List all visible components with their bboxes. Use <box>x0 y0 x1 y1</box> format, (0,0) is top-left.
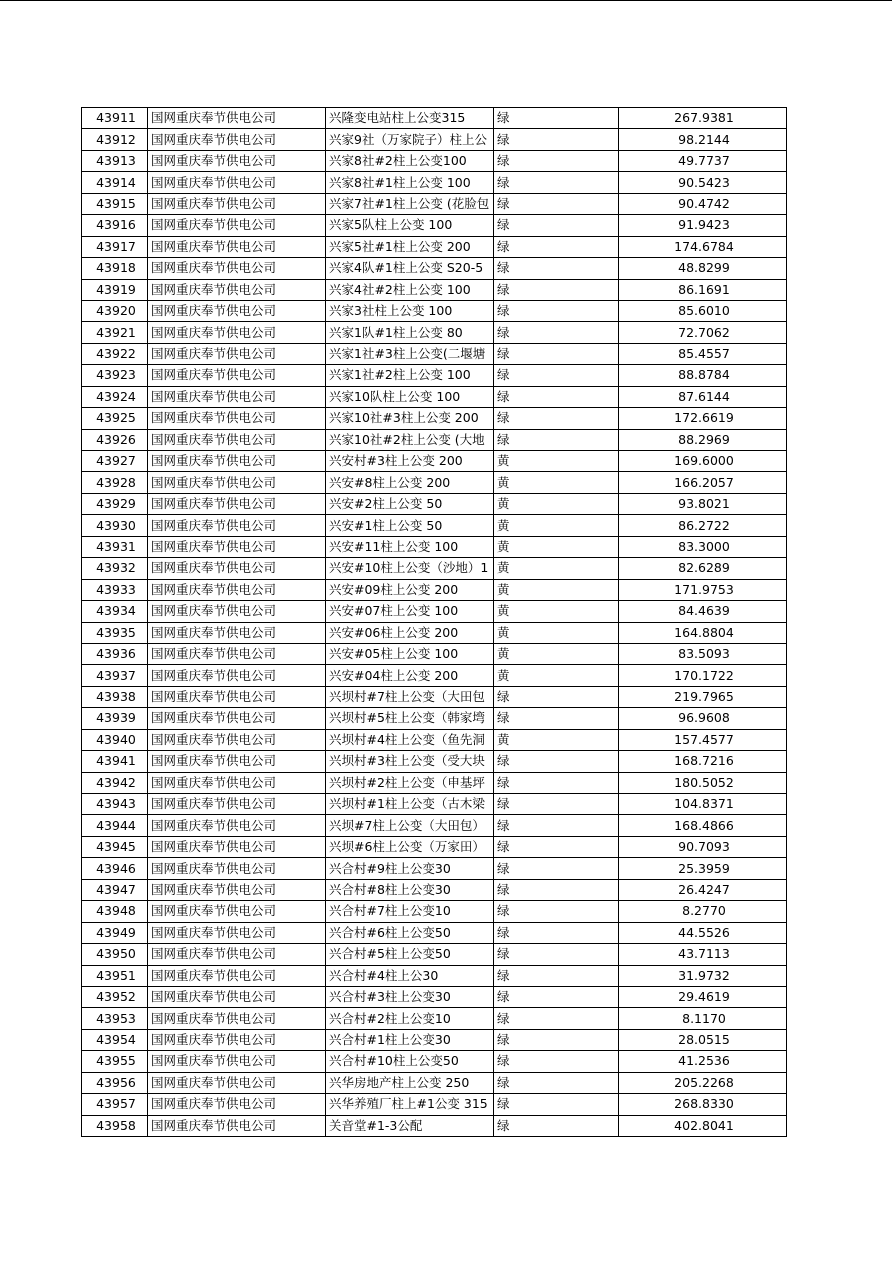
table-row <box>82 1072 787 1093</box>
cell-transformer-name: 兴华房地产柱上公变 250 <box>326 1072 494 1093</box>
cell-status: 绿 <box>494 1072 619 1093</box>
cell-transformer-name: 兴家4队#1柱上公变 S20-5 <box>326 258 494 279</box>
cell-status: 绿 <box>494 108 619 129</box>
cell-status: 绿 <box>494 258 619 279</box>
cell-status: 黄 <box>494 622 619 643</box>
cell-company: 国网重庆奉节供电公司 <box>148 193 326 214</box>
cell-id: 43951 <box>82 965 148 986</box>
cell-transformer-name: 兴坝村#2柱上公变（申基坪 <box>326 772 494 793</box>
cell-value: 157.4577 <box>619 729 787 750</box>
cell-value: 170.1722 <box>619 665 787 686</box>
cell-id: 43944 <box>82 815 148 836</box>
cell-company: 国网重庆奉节供电公司 <box>148 322 326 343</box>
cell-status: 黄 <box>494 665 619 686</box>
cell-status: 绿 <box>494 429 619 450</box>
cell-status: 黄 <box>494 558 619 579</box>
cell-status: 黄 <box>494 579 619 600</box>
cell-company: 国网重庆奉节供电公司 <box>148 686 326 707</box>
cell-status: 绿 <box>494 215 619 236</box>
table-row <box>82 643 787 664</box>
table-row <box>82 408 787 429</box>
table-row <box>82 322 787 343</box>
cell-value: 169.6000 <box>619 451 787 472</box>
cell-transformer-name: 兴合村#10柱上公变50 <box>326 1051 494 1072</box>
table-row <box>82 386 787 407</box>
cell-status: 绿 <box>494 794 619 815</box>
cell-company: 国网重庆奉节供电公司 <box>148 858 326 879</box>
cell-value: 43.7113 <box>619 944 787 965</box>
cell-company: 国网重庆奉节供电公司 <box>148 1008 326 1029</box>
cell-transformer-name: 兴家5队柱上公变 100 <box>326 215 494 236</box>
cell-value: 84.4639 <box>619 601 787 622</box>
cell-company: 国网重庆奉节供电公司 <box>148 879 326 900</box>
table-row <box>82 1115 787 1136</box>
cell-company: 国网重庆奉节供电公司 <box>148 1051 326 1072</box>
cell-value: 26.4247 <box>619 879 787 900</box>
cell-id: 43958 <box>82 1115 148 1136</box>
cell-value: 90.7093 <box>619 836 787 857</box>
cell-id: 43924 <box>82 386 148 407</box>
cell-value: 164.8804 <box>619 622 787 643</box>
cell-value: 86.2722 <box>619 515 787 536</box>
cell-status: 绿 <box>494 815 619 836</box>
table-row <box>82 558 787 579</box>
cell-company: 国网重庆奉节供电公司 <box>148 172 326 193</box>
cell-id: 43916 <box>82 215 148 236</box>
cell-company: 国网重庆奉节供电公司 <box>148 300 326 321</box>
cell-status: 绿 <box>494 322 619 343</box>
cell-company: 国网重庆奉节供电公司 <box>148 815 326 836</box>
table-row <box>82 193 787 214</box>
table-row <box>82 579 787 600</box>
table-row <box>82 601 787 622</box>
table-row <box>82 729 787 750</box>
cell-company: 国网重庆奉节供电公司 <box>148 772 326 793</box>
cell-company: 国网重庆奉节供电公司 <box>148 129 326 150</box>
cell-value: 83.3000 <box>619 536 787 557</box>
cell-status: 绿 <box>494 879 619 900</box>
cell-transformer-name: 兴家4社#2柱上公变 100 <box>326 279 494 300</box>
data-table <box>81 107 787 1137</box>
cell-transformer-name: 关音堂#1-3公配 <box>326 1115 494 1136</box>
cell-status: 绿 <box>494 986 619 1007</box>
cell-status: 绿 <box>494 386 619 407</box>
table-row <box>82 343 787 364</box>
cell-transformer-name: 兴合村#8柱上公变30 <box>326 879 494 900</box>
cell-transformer-name: 兴安#07柱上公变 100 <box>326 601 494 622</box>
cell-transformer-name: 兴安#05柱上公变 100 <box>326 643 494 664</box>
cell-transformer-name: 兴安#10柱上公变（沙地）1 <box>326 558 494 579</box>
cell-id: 43929 <box>82 493 148 514</box>
cell-company: 国网重庆奉节供电公司 <box>148 365 326 386</box>
cell-value: 172.6619 <box>619 408 787 429</box>
cell-status: 绿 <box>494 1051 619 1072</box>
cell-status: 绿 <box>494 300 619 321</box>
cell-id: 43934 <box>82 601 148 622</box>
cell-id: 43925 <box>82 408 148 429</box>
table-row <box>82 258 787 279</box>
cell-value: 205.2268 <box>619 1072 787 1093</box>
cell-value: 85.4557 <box>619 343 787 364</box>
table-row <box>82 1029 787 1050</box>
cell-transformer-name: 兴家8社#1柱上公变 100 <box>326 172 494 193</box>
cell-value: 171.9753 <box>619 579 787 600</box>
table-row <box>82 622 787 643</box>
cell-status: 绿 <box>494 1094 619 1115</box>
cell-value: 90.4742 <box>619 193 787 214</box>
cell-id: 43928 <box>82 472 148 493</box>
cell-id: 43950 <box>82 944 148 965</box>
cell-company: 国网重庆奉节供电公司 <box>148 472 326 493</box>
cell-company: 国网重庆奉节供电公司 <box>148 579 326 600</box>
cell-value: 96.9608 <box>619 708 787 729</box>
cell-company: 国网重庆奉节供电公司 <box>148 451 326 472</box>
cell-transformer-name: 兴合村#2柱上公变10 <box>326 1008 494 1029</box>
cell-id: 43912 <box>82 129 148 150</box>
cell-id: 43918 <box>82 258 148 279</box>
cell-value: 82.6289 <box>619 558 787 579</box>
cell-company: 国网重庆奉节供电公司 <box>148 901 326 922</box>
table-body <box>82 108 787 1137</box>
cell-value: 8.1170 <box>619 1008 787 1029</box>
cell-company: 国网重庆奉节供电公司 <box>148 215 326 236</box>
cell-company: 国网重庆奉节供电公司 <box>148 922 326 943</box>
cell-value: 98.2144 <box>619 129 787 150</box>
cell-id: 43939 <box>82 708 148 729</box>
table-row <box>82 1094 787 1115</box>
cell-company: 国网重庆奉节供电公司 <box>148 108 326 129</box>
cell-id: 43946 <box>82 858 148 879</box>
table-row <box>82 472 787 493</box>
cell-company: 国网重庆奉节供电公司 <box>148 665 326 686</box>
cell-transformer-name: 兴安#04柱上公变 200 <box>326 665 494 686</box>
cell-company: 国网重庆奉节供电公司 <box>148 258 326 279</box>
cell-value: 25.3959 <box>619 858 787 879</box>
table-row <box>82 536 787 557</box>
table-row <box>82 1008 787 1029</box>
cell-value: 91.9423 <box>619 215 787 236</box>
cell-value: 88.2969 <box>619 429 787 450</box>
cell-transformer-name: 兴坝村#7柱上公变（大田包 <box>326 686 494 707</box>
cell-transformer-name: 兴安#8柱上公变 200 <box>326 472 494 493</box>
table-row <box>82 965 787 986</box>
cell-transformer-name: 兴坝#7柱上公变（大田包） <box>326 815 494 836</box>
cell-value: 267.9381 <box>619 108 787 129</box>
cell-company: 国网重庆奉节供电公司 <box>148 343 326 364</box>
cell-transformer-name: 兴合村#5柱上公变50 <box>326 944 494 965</box>
cell-status: 绿 <box>494 408 619 429</box>
cell-company: 国网重庆奉节供电公司 <box>148 408 326 429</box>
cell-id: 43936 <box>82 643 148 664</box>
table-row <box>82 686 787 707</box>
cell-company: 国网重庆奉节供电公司 <box>148 729 326 750</box>
cell-transformer-name: 兴安#1柱上公变 50 <box>326 515 494 536</box>
cell-id: 43956 <box>82 1072 148 1093</box>
cell-id: 43915 <box>82 193 148 214</box>
cell-company: 国网重庆奉节供电公司 <box>148 386 326 407</box>
cell-transformer-name: 兴家10社#2柱上公变 (大地 <box>326 429 494 450</box>
cell-id: 43954 <box>82 1029 148 1050</box>
table-row <box>82 279 787 300</box>
cell-transformer-name: 兴合村#7柱上公变10 <box>326 901 494 922</box>
cell-transformer-name: 兴合村#1柱上公变30 <box>326 1029 494 1050</box>
page-top-border <box>0 0 892 1</box>
table-row <box>82 794 787 815</box>
table-row <box>82 836 787 857</box>
cell-value: 86.1691 <box>619 279 787 300</box>
cell-value: 44.5526 <box>619 922 787 943</box>
cell-company: 国网重庆奉节供电公司 <box>148 708 326 729</box>
table-row <box>82 879 787 900</box>
cell-id: 43921 <box>82 322 148 343</box>
cell-status: 绿 <box>494 343 619 364</box>
cell-transformer-name: 兴家8社#2柱上公变100 <box>326 150 494 171</box>
cell-value: 8.2770 <box>619 901 787 922</box>
cell-id: 43947 <box>82 879 148 900</box>
cell-company: 国网重庆奉节供电公司 <box>148 236 326 257</box>
cell-value: 29.4619 <box>619 986 787 1007</box>
cell-id: 43942 <box>82 772 148 793</box>
cell-status: 绿 <box>494 172 619 193</box>
cell-id: 43920 <box>82 300 148 321</box>
table-row <box>82 172 787 193</box>
cell-company: 国网重庆奉节供电公司 <box>148 986 326 1007</box>
cell-status: 黄 <box>494 729 619 750</box>
cell-transformer-name: 兴家1队#1柱上公变 80 <box>326 322 494 343</box>
cell-value: 41.2536 <box>619 1051 787 1072</box>
cell-value: 104.8371 <box>619 794 787 815</box>
cell-status: 绿 <box>494 836 619 857</box>
cell-status: 绿 <box>494 1029 619 1050</box>
cell-value: 83.5093 <box>619 643 787 664</box>
table-row <box>82 708 787 729</box>
cell-company: 国网重庆奉节供电公司 <box>148 515 326 536</box>
cell-value: 28.0515 <box>619 1029 787 1050</box>
cell-transformer-name: 兴家5社#1柱上公变 200 <box>326 236 494 257</box>
cell-id: 43927 <box>82 451 148 472</box>
table-row <box>82 772 787 793</box>
table-row <box>82 944 787 965</box>
cell-id: 43949 <box>82 922 148 943</box>
cell-id: 43955 <box>82 1051 148 1072</box>
cell-transformer-name: 兴家1社#3柱上公变(二堰塘 <box>326 343 494 364</box>
cell-id: 43917 <box>82 236 148 257</box>
cell-id: 43943 <box>82 794 148 815</box>
table-row <box>82 451 787 472</box>
cell-transformer-name: 兴家7社#1柱上公变 (花脸包 <box>326 193 494 214</box>
cell-transformer-name: 兴坝村#5柱上公变（韩家塆 <box>326 708 494 729</box>
cell-transformer-name: 兴合村#3柱上公变30 <box>326 986 494 1007</box>
table-row <box>82 815 787 836</box>
cell-transformer-name: 兴安村#3柱上公变 200 <box>326 451 494 472</box>
cell-transformer-name: 兴坝村#4柱上公变（鱼先洞 <box>326 729 494 750</box>
cell-id: 43932 <box>82 558 148 579</box>
cell-transformer-name: 兴坝村#1柱上公变（古木梁 <box>326 794 494 815</box>
table-row <box>82 986 787 1007</box>
cell-id: 43913 <box>82 150 148 171</box>
cell-id: 43937 <box>82 665 148 686</box>
cell-transformer-name: 兴华养殖厂柱上#1公变 315 <box>326 1094 494 1115</box>
cell-id: 43953 <box>82 1008 148 1029</box>
table-row <box>82 922 787 943</box>
cell-company: 国网重庆奉节供电公司 <box>148 558 326 579</box>
cell-id: 43931 <box>82 536 148 557</box>
cell-transformer-name: 兴坝村#3柱上公变（受大块 <box>326 751 494 772</box>
table-row <box>82 493 787 514</box>
cell-value: 49.7737 <box>619 150 787 171</box>
cell-value: 268.8330 <box>619 1094 787 1115</box>
cell-status: 黄 <box>494 601 619 622</box>
cell-transformer-name: 兴坝#6柱上公变（万家田） <box>326 836 494 857</box>
cell-transformer-name: 兴家1社#2柱上公变 100 <box>326 365 494 386</box>
cell-id: 43930 <box>82 515 148 536</box>
cell-status: 绿 <box>494 751 619 772</box>
cell-status: 绿 <box>494 129 619 150</box>
cell-status: 绿 <box>494 965 619 986</box>
cell-id: 43923 <box>82 365 148 386</box>
cell-status: 黄 <box>494 536 619 557</box>
cell-transformer-name: 兴安#09柱上公变 200 <box>326 579 494 600</box>
cell-status: 黄 <box>494 515 619 536</box>
cell-value: 48.8299 <box>619 258 787 279</box>
cell-company: 国网重庆奉节供电公司 <box>148 1094 326 1115</box>
cell-transformer-name: 兴家10队柱上公变 100 <box>326 386 494 407</box>
table-row <box>82 901 787 922</box>
cell-value: 85.6010 <box>619 300 787 321</box>
table-row <box>82 215 787 236</box>
table-row <box>82 129 787 150</box>
cell-id: 43957 <box>82 1094 148 1115</box>
cell-status: 黄 <box>494 643 619 664</box>
cell-company: 国网重庆奉节供电公司 <box>148 1029 326 1050</box>
cell-transformer-name: 兴家3社柱上公变 100 <box>326 300 494 321</box>
cell-company: 国网重庆奉节供电公司 <box>148 429 326 450</box>
cell-transformer-name: 兴安#06柱上公变 200 <box>326 622 494 643</box>
cell-value: 168.7216 <box>619 751 787 772</box>
cell-id: 43933 <box>82 579 148 600</box>
cell-id: 43914 <box>82 172 148 193</box>
cell-status: 绿 <box>494 901 619 922</box>
cell-value: 90.5423 <box>619 172 787 193</box>
cell-status: 绿 <box>494 922 619 943</box>
cell-company: 国网重庆奉节供电公司 <box>148 836 326 857</box>
cell-status: 绿 <box>494 772 619 793</box>
table-row <box>82 150 787 171</box>
cell-id: 43935 <box>82 622 148 643</box>
cell-id: 43919 <box>82 279 148 300</box>
table-row <box>82 858 787 879</box>
cell-value: 402.8041 <box>619 1115 787 1136</box>
cell-company: 国网重庆奉节供电公司 <box>148 794 326 815</box>
cell-transformer-name: 兴合村#9柱上公变30 <box>326 858 494 879</box>
cell-company: 国网重庆奉节供电公司 <box>148 150 326 171</box>
cell-company: 国网重庆奉节供电公司 <box>148 622 326 643</box>
cell-status: 绿 <box>494 279 619 300</box>
cell-id: 43922 <box>82 343 148 364</box>
cell-value: 174.6784 <box>619 236 787 257</box>
cell-transformer-name: 兴家10社#3柱上公变 200 <box>326 408 494 429</box>
cell-value: 31.9732 <box>619 965 787 986</box>
cell-status: 绿 <box>494 858 619 879</box>
cell-status: 绿 <box>494 365 619 386</box>
cell-id: 43940 <box>82 729 148 750</box>
cell-transformer-name: 兴合村#4柱上公30 <box>326 965 494 986</box>
cell-company: 国网重庆奉节供电公司 <box>148 643 326 664</box>
cell-status: 黄 <box>494 493 619 514</box>
table-row <box>82 429 787 450</box>
cell-id: 43941 <box>82 751 148 772</box>
cell-id: 43945 <box>82 836 148 857</box>
cell-status: 黄 <box>494 472 619 493</box>
cell-company: 国网重庆奉节供电公司 <box>148 1115 326 1136</box>
cell-value: 168.4866 <box>619 815 787 836</box>
cell-transformer-name: 兴隆变电站柱上公变315 <box>326 108 494 129</box>
cell-id: 43938 <box>82 686 148 707</box>
cell-status: 绿 <box>494 1115 619 1136</box>
cell-status: 黄 <box>494 451 619 472</box>
cell-id: 43926 <box>82 429 148 450</box>
table-row <box>82 515 787 536</box>
cell-status: 绿 <box>494 944 619 965</box>
cell-company: 国网重庆奉节供电公司 <box>148 965 326 986</box>
cell-value: 88.8784 <box>619 365 787 386</box>
table-row <box>82 300 787 321</box>
cell-id: 43952 <box>82 986 148 1007</box>
table-row <box>82 1051 787 1072</box>
cell-id: 43911 <box>82 108 148 129</box>
cell-company: 国网重庆奉节供电公司 <box>148 493 326 514</box>
cell-status: 绿 <box>494 150 619 171</box>
cell-status: 绿 <box>494 686 619 707</box>
table-row <box>82 236 787 257</box>
cell-company: 国网重庆奉节供电公司 <box>148 1072 326 1093</box>
cell-transformer-name: 兴安#2柱上公变 50 <box>326 493 494 514</box>
cell-company: 国网重庆奉节供电公司 <box>148 536 326 557</box>
cell-status: 绿 <box>494 708 619 729</box>
cell-company: 国网重庆奉节供电公司 <box>148 944 326 965</box>
cell-status: 绿 <box>494 236 619 257</box>
table-row <box>82 365 787 386</box>
cell-value: 87.6144 <box>619 386 787 407</box>
table-row <box>82 108 787 129</box>
table-row <box>82 751 787 772</box>
cell-value: 93.8021 <box>619 493 787 514</box>
cell-transformer-name: 兴安#11柱上公变 100 <box>326 536 494 557</box>
cell-value: 219.7965 <box>619 686 787 707</box>
cell-company: 国网重庆奉节供电公司 <box>148 751 326 772</box>
cell-id: 43948 <box>82 901 148 922</box>
table-row <box>82 665 787 686</box>
cell-company: 国网重庆奉节供电公司 <box>148 601 326 622</box>
cell-value: 72.7062 <box>619 322 787 343</box>
cell-transformer-name: 兴合村#6柱上公变50 <box>326 922 494 943</box>
cell-status: 绿 <box>494 1008 619 1029</box>
cell-value: 180.5052 <box>619 772 787 793</box>
cell-transformer-name: 兴家9社（万家院子）柱上公 <box>326 129 494 150</box>
cell-company: 国网重庆奉节供电公司 <box>148 279 326 300</box>
cell-value: 166.2057 <box>619 472 787 493</box>
cell-status: 绿 <box>494 193 619 214</box>
